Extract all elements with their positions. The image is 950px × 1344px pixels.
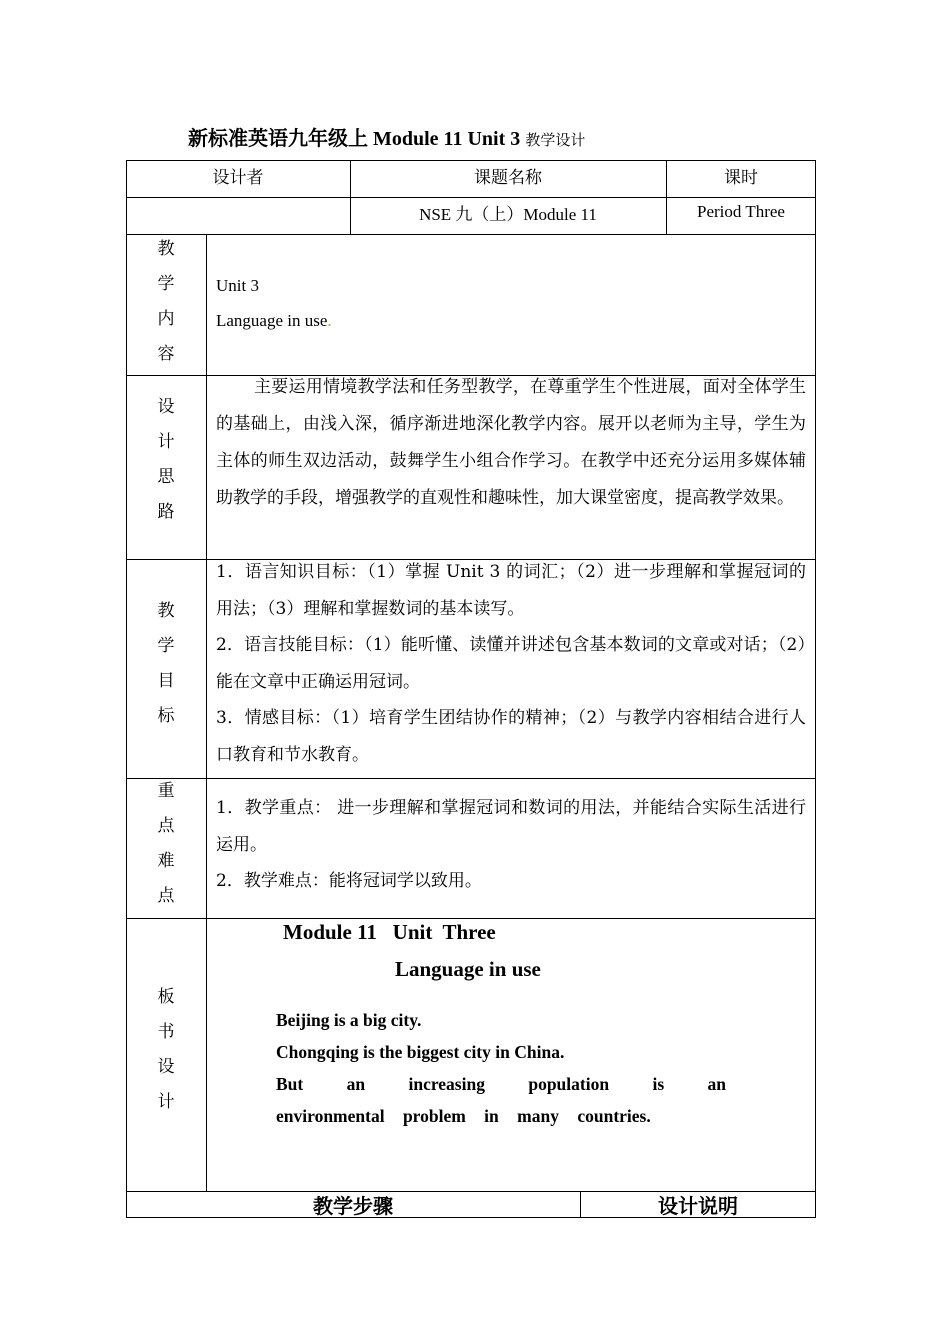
label-char: 点: [157, 816, 175, 836]
objective-item: 3．情感目标：（1）培育学生团结协作的精神；（2）与教学内容相结合进行人口教育和节水教育。: [216, 708, 806, 765]
header-designer: 设计者: [212, 167, 264, 188]
content-label: [126, 232, 206, 372]
label-char: 内: [157, 309, 175, 329]
label-char: 容: [157, 344, 175, 364]
label-char: 设: [157, 397, 175, 417]
board-sentence: Chongqing is the biggest city in China.: [276, 1042, 565, 1062]
label-char: 计: [157, 432, 175, 452]
label-char: 路: [157, 502, 175, 522]
key-point-item: 1．教学重点： 进一步理解和掌握冠词和数词的用法，并能结合实际生活进行运用。: [216, 798, 806, 855]
key-points-list: [216, 790, 806, 900]
design-idea-text: 主要运用情境教学法和任务型教学，在尊重学生个性进展，面对全体学生的基础上，由浅入深，循序渐进地深化教学内容。展开以老师为主导，学生为主体的师生双边活动，鼓舞学生小组合作学习。在教学中还充分运用多媒体辅助教学的手段，增强教学的直观性和趣味性，加大课堂密度，提高教学效果。: [216, 377, 806, 508]
title-suffix: 教学设计: [525, 131, 586, 149]
board-sentences: [276, 1004, 726, 1132]
label-char: 标: [157, 706, 175, 726]
label-char: 点: [157, 886, 175, 906]
content-unit: Unit 3: [216, 276, 259, 295]
row-divider: [126, 234, 816, 235]
key-point-item: 2．教学难点：能将冠词学以致用。: [216, 871, 482, 891]
mark-dot: .: [327, 311, 332, 330]
label-char: 难: [157, 851, 175, 871]
board-heading-1: Module 11 Unit Three: [283, 920, 496, 944]
label-char: 思: [157, 467, 175, 487]
objectives-list: [216, 554, 806, 773]
designer-value: [126, 197, 350, 227]
label-char: 板: [157, 987, 175, 1007]
period-value: Period Three: [697, 202, 785, 221]
document-title: [188, 122, 585, 151]
row-divider: [126, 918, 816, 919]
title-main: 新标准英语九年级上 Module 11 Unit 3: [188, 128, 521, 150]
header-period: 课时: [724, 167, 758, 188]
board-label: [126, 980, 206, 1120]
row-divider: [126, 778, 816, 779]
content-body: [216, 268, 806, 338]
board-heading-2: Language in use: [395, 957, 541, 981]
label-char: 计: [157, 1092, 175, 1112]
label-char: 教: [157, 601, 175, 621]
label-char: 设: [157, 1057, 175, 1077]
objectives-label: [126, 594, 206, 734]
course-value: NSE 九（上）Module 11: [419, 204, 597, 224]
objective-item: 1．语言知识目标：（1）掌握 Unit 3 的词汇；（2）进一步理解和掌握冠词的用法；（3）理解和掌握数词的基本读写。: [216, 562, 806, 619]
header-course-name: 课题名称: [474, 167, 542, 188]
label-char: 学: [157, 636, 175, 656]
footer-notes: 设计说明: [658, 1194, 738, 1218]
label-char: 目: [157, 671, 175, 691]
objective-item: 2．语言技能目标：（1）能听懂、读懂并讲述包含基本数词的文章或对话；（2）能在文章中正确运用冠词。: [216, 635, 806, 692]
design-idea-label: [126, 390, 206, 530]
footer-steps: 教学步骤: [313, 1194, 393, 1218]
label-char: 教: [157, 239, 175, 259]
content-topic: Language in use: [216, 311, 328, 330]
board-sentence: Beijing is a big city.: [276, 1010, 422, 1030]
key-points-label: [126, 774, 206, 914]
label-char: 重: [157, 781, 175, 801]
label-char: 书: [157, 1022, 175, 1042]
board-sentence: But an increasing population is an environmental problem in many countries.: [276, 1074, 726, 1126]
label-char: 学: [157, 274, 175, 294]
col-divider: [206, 234, 207, 1192]
